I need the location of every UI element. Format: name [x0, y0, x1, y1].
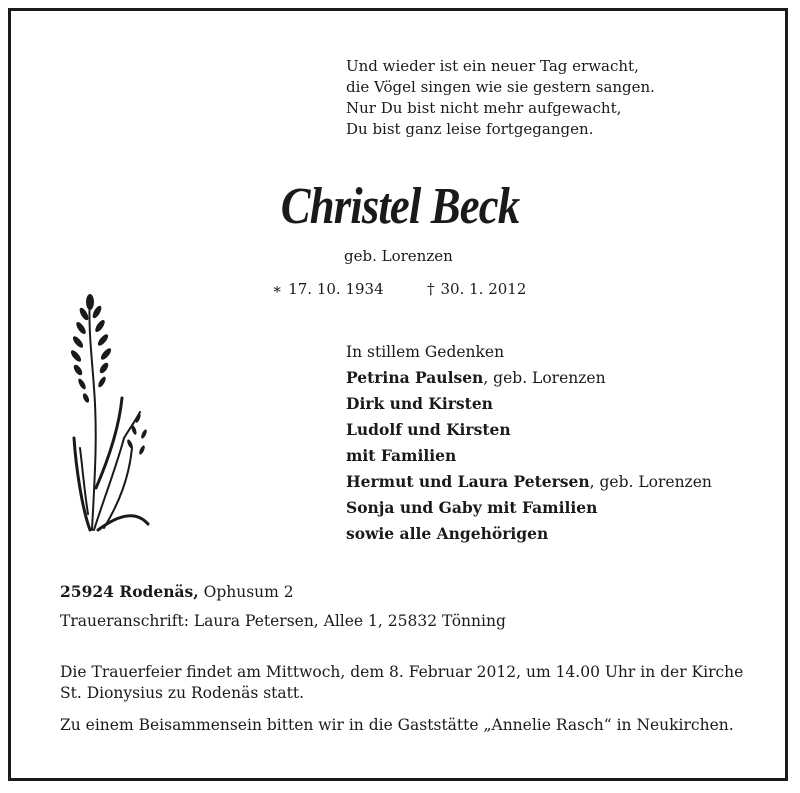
mourner-line: Ludolf und Kirsten: [346, 420, 511, 439]
mourner-line: Hermut und Laura Petersen, geb. Lorenzen: [346, 472, 712, 491]
poem-line: Und wieder ist ein neuer Tag erwacht,: [346, 57, 639, 75]
mourner-line: Sonja und Gaby mit Familien: [346, 498, 598, 517]
deceased-name: Christel Beck: [280, 178, 520, 235]
ceremony-info: Die Trauerfeier findet am Mittwoch, dem 8. Februar 2012, um 14.00 Uhr in der Kirche St. Dionysius zu Rodenäs statt.: [60, 663, 744, 702]
birth-info: [272, 280, 384, 298]
grass-plant-icon: [64, 288, 154, 538]
death-date: 30. 1. 2012: [440, 280, 527, 298]
mourners-list: [346, 340, 712, 547]
mourners-intro: In stillem Gedenken: [346, 343, 505, 361]
mourner-line: mit Familien: [346, 446, 457, 465]
poem: [346, 56, 655, 140]
birth-star-icon: ∗: [272, 280, 283, 298]
death-cross-icon: †: [427, 280, 435, 298]
mourning-address: Traueranschrift: Laura Petersen, Allee 1, 25832 Tönning: [60, 612, 506, 630]
mourner-line: sowie alle Angehörigen: [346, 524, 549, 543]
family-address: 25924 Rodenäs, Ophusum 2: [60, 582, 294, 601]
mourner-line: Petrina Paulsen, geb. Lorenzen: [346, 368, 606, 387]
death-info: [427, 280, 526, 298]
maiden-name: geb. Lorenzen: [344, 247, 453, 265]
poem-line: Nur Du bist nicht mehr aufgewacht,: [346, 99, 622, 117]
birth-date: 17. 10. 1934: [288, 280, 384, 298]
poem-line: die Vögel singen wie sie gestern sangen.: [346, 78, 655, 96]
mourner-line: Dirk und Kirsten: [346, 394, 493, 413]
poem-line: Du bist ganz leise fortgegangen.: [346, 120, 594, 138]
gathering-info: Zu einem Beisammensein bitten wir in die Gaststätte „Annelie Rasch“ in Neukirchen.: [60, 716, 734, 734]
